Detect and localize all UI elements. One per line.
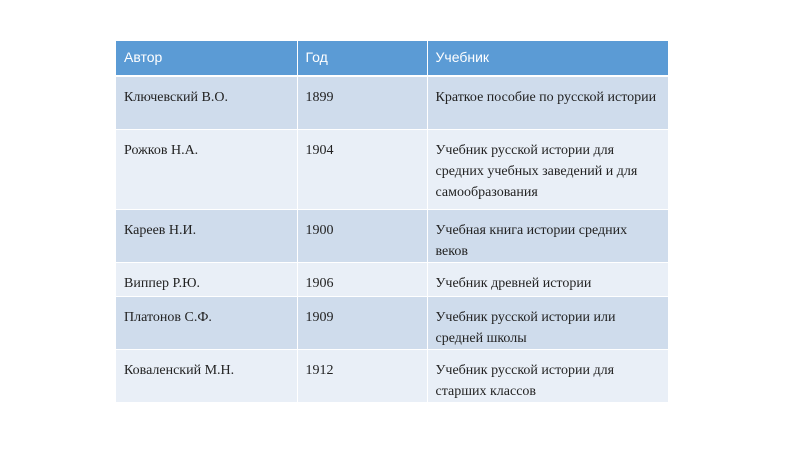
textbook-cell: Учебник русской истории или средней школы	[427, 296, 668, 349]
year-cell: 1912	[297, 349, 427, 402]
year-cell: 1906	[297, 262, 427, 296]
author-cell: Ключевский В.О.	[116, 76, 297, 129]
textbook-cell: Учебная книга истории средних веков	[427, 209, 668, 262]
year-cell: 1909	[297, 296, 427, 349]
author-cell: Рожков Н.А.	[116, 129, 297, 209]
table-row	[116, 296, 668, 349]
table-header-row	[116, 41, 668, 76]
table-row	[116, 349, 668, 402]
author-cell: Кареев Н.И.	[116, 209, 297, 262]
header-author: Автор	[116, 41, 297, 76]
textbook-table	[116, 41, 668, 403]
author-cell: Коваленский М.Н.	[116, 349, 297, 402]
table-row	[116, 262, 668, 296]
year-cell: 1899	[297, 76, 427, 129]
table-row	[116, 129, 668, 209]
textbook-cell: Учебник древней истории	[427, 262, 668, 296]
author-cell: Виппер Р.Ю.	[116, 262, 297, 296]
table-row	[116, 209, 668, 262]
textbook-cell: Краткое пособие по русской истории	[427, 76, 668, 129]
author-cell: Платонов С.Ф.	[116, 296, 297, 349]
year-cell: 1900	[297, 209, 427, 262]
textbook-cell: Учебник русской истории для старших классов	[427, 349, 668, 402]
header-textbook: Учебник	[427, 41, 668, 76]
header-year: Год	[297, 41, 427, 76]
textbook-cell: Учебник русской истории для средних учебных заведений и для самообразования	[427, 129, 668, 209]
table-row	[116, 76, 668, 129]
year-cell: 1904	[297, 129, 427, 209]
